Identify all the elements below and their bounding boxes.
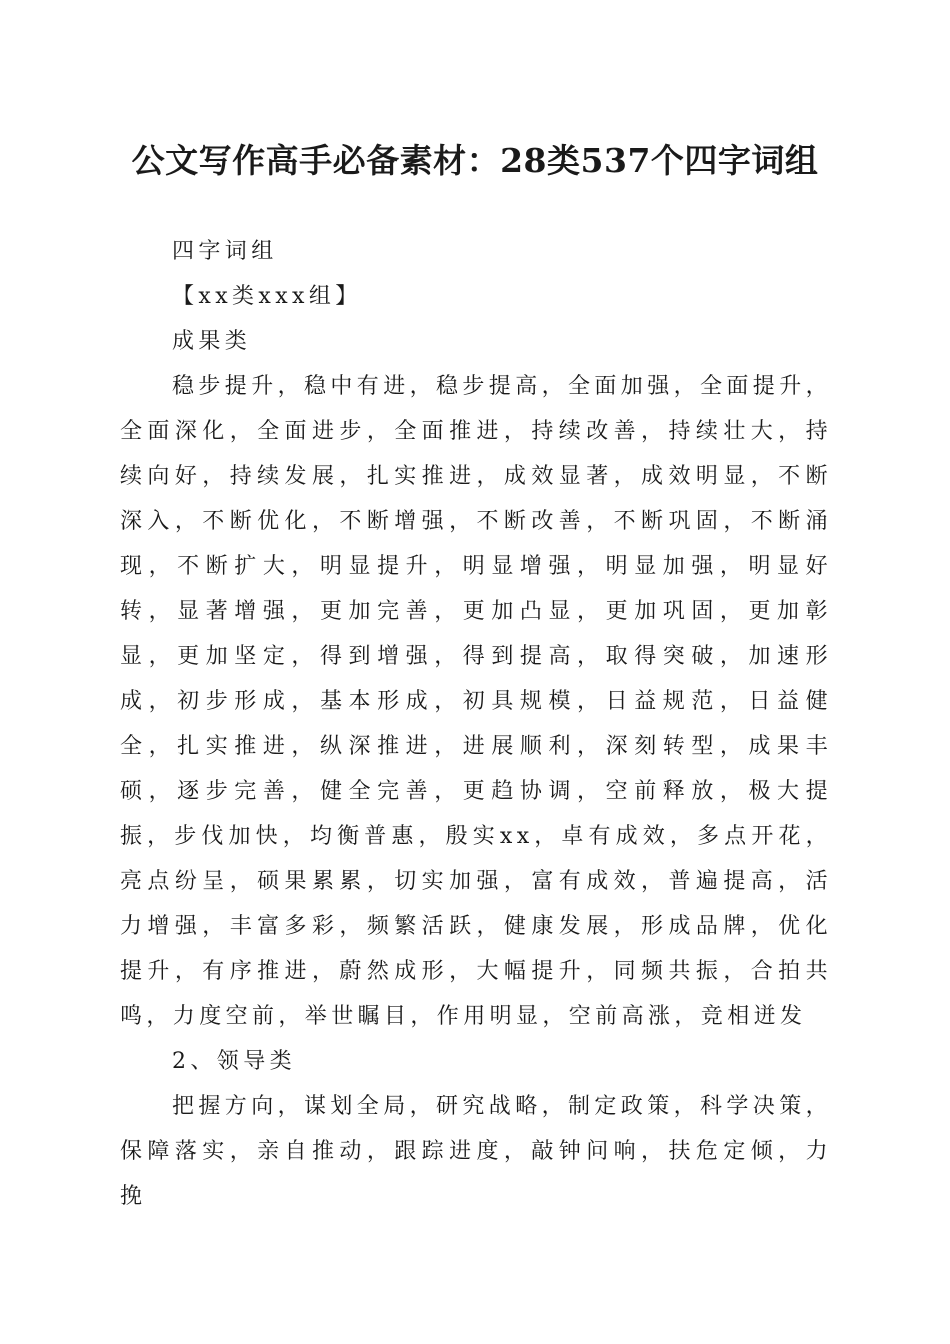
section-heading: 四字词组 [172, 239, 278, 264]
document-title: 公文写作高手必备素材：28类537个四字词组 [131, 141, 819, 180]
category-heading-leadership: 2、领导类 [172, 1049, 296, 1074]
document-body [120, 229, 832, 1219]
phrase-list-leadership: 把握方向，谋划全局，研究战略，制定政策，科学决策，保障落实，亲自推动，跟踪进度，敲钟问响，扶危定倾，力挽 [120, 1094, 833, 1209]
category-heading-results: 成果类 [172, 329, 252, 354]
category-count-note: 【xx类xxx组】 [172, 284, 362, 309]
phrase-list-results: 稳步提升，稳中有进，稳步提高，全面加强，全面提升，全面深化，全面进步，全面推进，持续改善，持续壮大，持续向好，持续发展，扎实推进，成效显著，成效明显，不断深入，不断优化，不断增强，不断改善，不断巩固，不断涌现，不断扩大，明显提升，明显增强，明显加强，明显好转，显著增强，更加完善，更加凸显，更加巩固，更加彰显，更加坚定，得到增强，得到提高，取得突破，加速形成，初步形成，基本形成，初具规模，日益规范，日益健全，扎实推进，纵深推进，进展顺利，深刻转型，成果丰硕，逐步完善，健全完善，更趋协调，空前释放，极大提振，步伐加快，均衡普惠，殷实xx，卓有成效，多点开花，亮点纷呈，硕果累累，切实加强，富有成效，普遍提高，活力增强，丰富多彩，频繁活跃，健康发展，形成品牌，优化提升，有序推进，蔚然成形，大幅提升，同频共振，合拍共鸣，力度空前，举世瞩目，作用明显，空前高涨，竞相迸发 [120, 374, 833, 1029]
